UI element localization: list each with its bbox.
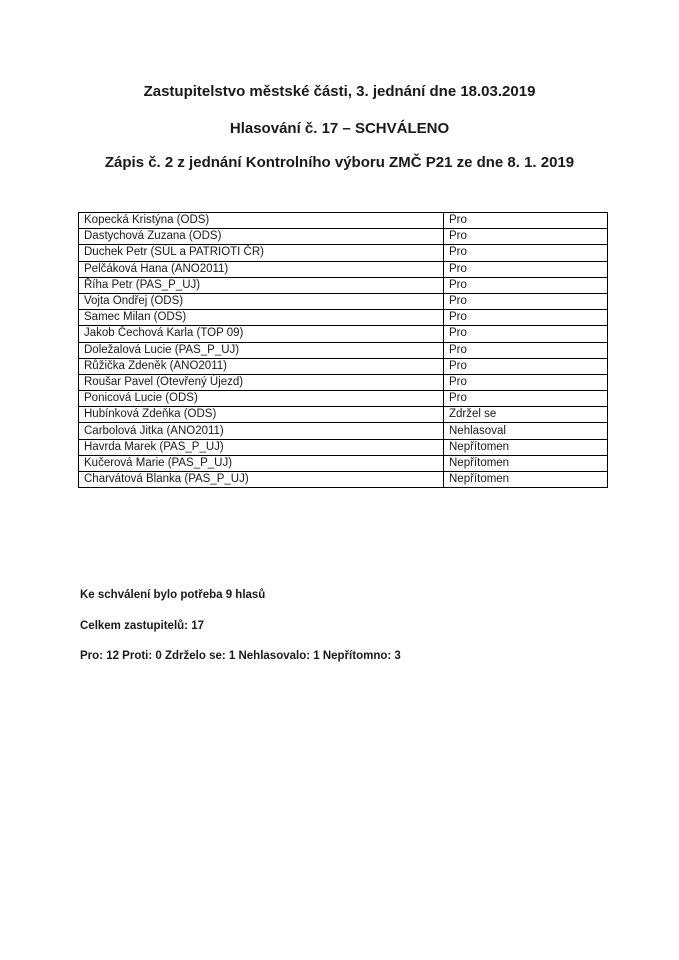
member-name: Vojta Ondřej (ODS) — [79, 293, 444, 309]
member-name: Pelčáková Hana (ANO2011) — [79, 261, 444, 277]
table-row — [79, 423, 608, 439]
member-name: Ponicová Lucie (ODS) — [79, 391, 444, 407]
vote-value: Nepřítomen — [444, 455, 608, 471]
vote-value: Nepřítomen — [444, 439, 608, 455]
table-row — [79, 245, 608, 261]
member-name: Samec Milan (ODS) — [79, 310, 444, 326]
vote-tally-note: Pro: 12 Proti: 0 Zdrželo se: 1 Nehlasovalo: 1 Nepřítomno: 3 — [80, 650, 401, 662]
member-name: Dastychová Zuzana (ODS) — [79, 229, 444, 245]
vote-value: Pro — [444, 391, 608, 407]
vote-value: Pro — [444, 213, 608, 229]
table-row — [79, 391, 608, 407]
member-name: Doležalová Lucie (PAS_P_UJ) — [79, 342, 444, 358]
member-name: Růžička Zdeněk (ANO2011) — [79, 358, 444, 374]
member-name: Duchek Petr (SÚL a PATRIOTI ČR) — [79, 245, 444, 261]
table-row — [79, 455, 608, 471]
votes-table — [78, 212, 608, 488]
total-members-note: Celkem zastupitelů: 17 — [80, 620, 204, 632]
table-row — [79, 277, 608, 293]
vote-value: Pro — [444, 342, 608, 358]
vote-value: Pro — [444, 277, 608, 293]
vote-value: Nehlasoval — [444, 423, 608, 439]
table-row — [79, 342, 608, 358]
member-name: Roušar Pavel (Otevřený Újezd) — [79, 374, 444, 390]
member-name: Kučerová Marie (PAS_P_UJ) — [79, 455, 444, 471]
vote-value: Pro — [444, 245, 608, 261]
vote-value: Pro — [444, 229, 608, 245]
member-name: Kopecká Kristýna (ODS) — [79, 213, 444, 229]
table-row — [79, 439, 608, 455]
table-row — [79, 358, 608, 374]
table-row — [79, 374, 608, 390]
table-row — [79, 407, 608, 423]
member-name: Jakob Čechová Karla (TOP 09) — [79, 326, 444, 342]
member-name: Hubínková Zdeňka (ODS) — [79, 407, 444, 423]
vote-value: Nepřítomen — [444, 472, 608, 488]
table-row — [79, 472, 608, 488]
vote-value: Pro — [444, 261, 608, 277]
vote-value: Pro — [444, 374, 608, 390]
member-name: Říha Petr (PAS_P_UJ) — [79, 277, 444, 293]
table-row — [79, 213, 608, 229]
vote-value: Pro — [444, 326, 608, 342]
votes-table-body — [79, 213, 608, 488]
agenda-item-title: Zápis č. 2 z jednání Kontrolního výboru ZMČ P21 ze dne 8. 1. 2019 — [104, 154, 575, 171]
vote-value: Pro — [444, 293, 608, 309]
vote-value: Pro — [444, 358, 608, 374]
member-name: Havrda Marek (PAS_P_UJ) — [79, 439, 444, 455]
session-title: Zastupitelstvo městské části, 3. jednání dne 18.03.2019 — [143, 83, 536, 100]
vote-value: Pro — [444, 310, 608, 326]
table-row — [79, 310, 608, 326]
table-row — [79, 261, 608, 277]
table-row — [79, 326, 608, 342]
quorum-note: Ke schválení bylo potřeba 9 hlasů — [80, 589, 266, 601]
member-name: Charvátová Blanka (PAS_P_UJ) — [79, 472, 444, 488]
member-name: Carbolová Jitka (ANO2011) — [79, 423, 444, 439]
table-row — [79, 293, 608, 309]
vote-value: Zdržel se — [444, 407, 608, 423]
table-row — [79, 229, 608, 245]
vote-result-title: Hlasování č. 17 – SCHVÁLENO — [229, 120, 450, 137]
